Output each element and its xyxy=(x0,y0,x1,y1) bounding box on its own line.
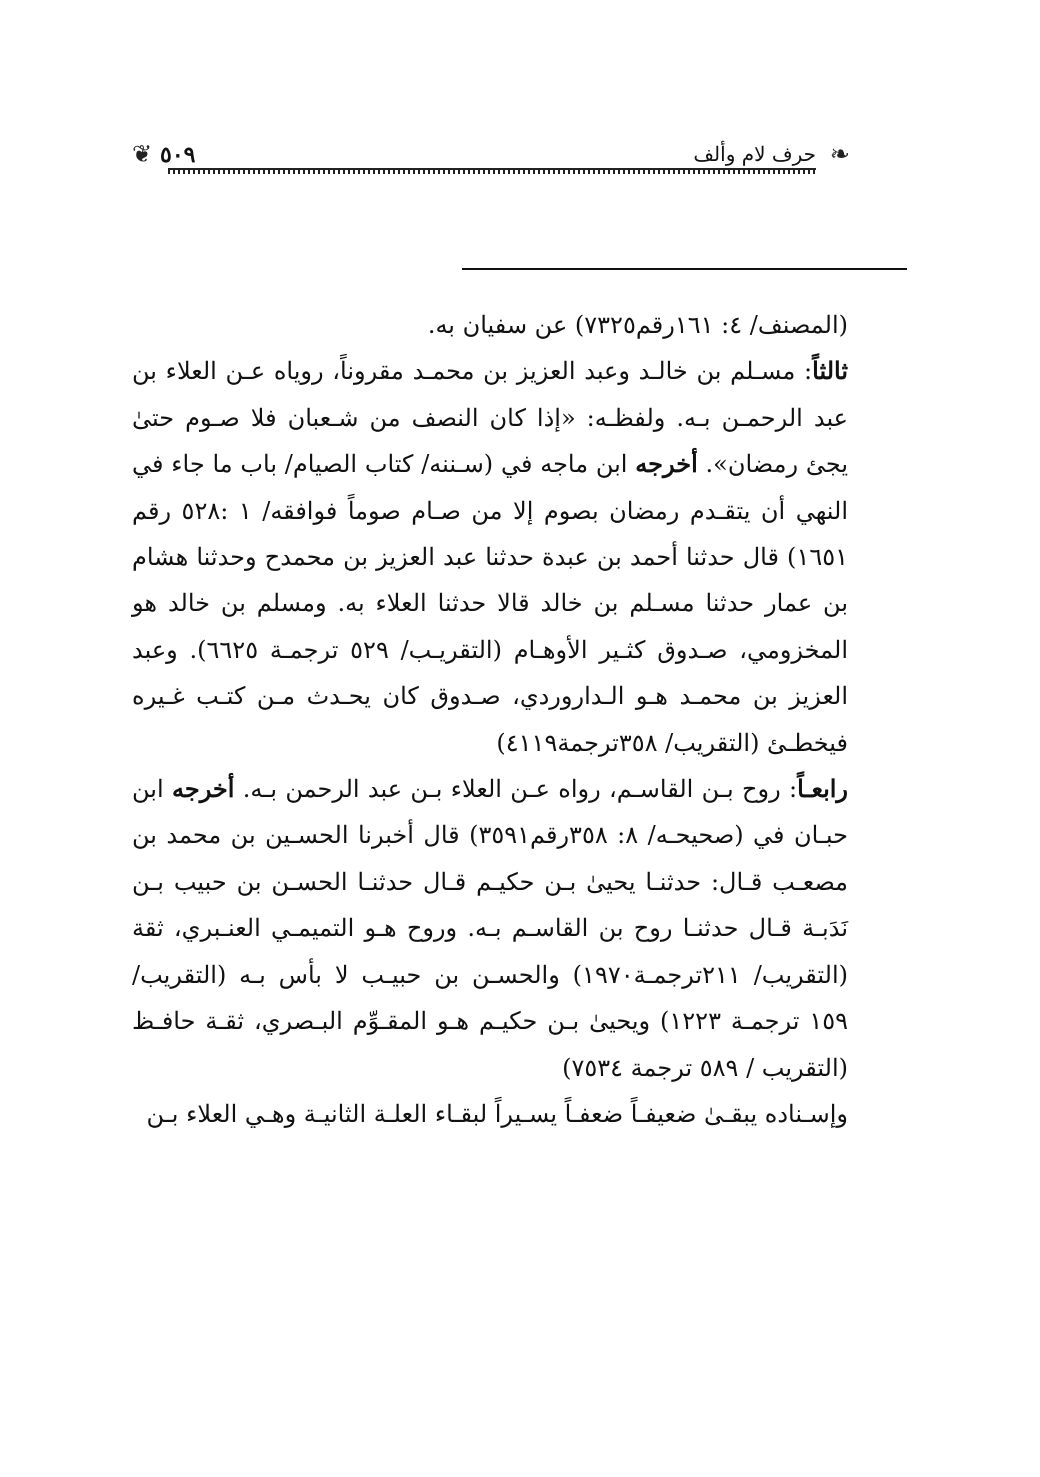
paragraph-2 xyxy=(132,348,848,766)
paragraph-3-label: رابعـاً xyxy=(797,774,848,804)
footnote-body xyxy=(132,302,848,1137)
paragraph-2-text-b: أخرجه xyxy=(635,449,698,479)
paragraph-1 xyxy=(132,302,848,348)
paragraph-2-label: ثالثاً xyxy=(812,356,848,386)
paragraph-1-text: (المصنف/ ٤: ١٦١رقم٧٣٢٥) عن سفيان به. xyxy=(427,311,848,339)
paragraph-3-text-c: ابن حبـان في (صحيحـه/ ٨: ٣٥٨رقم٣٥٩١) قال أخبرنا الحسـين بن محمد بن مصعـب قـال: حدثنـا يحيىٰ بـن حكيـم قـال حدثنـا الحسـن بن حبيب بـن نَدَبـة قـال حدثنـا روح بن القاسـم بـه. وروح هـو التميمـي العنـبري، ثقة (التقريب/ ٢١١ترجمـة١٩٧٠) والحسـن بن حبيـب لا بأس بـه (التقريب/ ١٥٩ ترجمـة ١٢٢٣) ويحيىٰ بـن حكيـم هـو المقـوِّم البـصري، ثقـة حافـظ (التقريب / ٥٨٩ ترجمة ٧٥٣٤) xyxy=(132,775,848,1082)
ornament-right-icon: ❧ xyxy=(829,140,850,168)
paragraph-4 xyxy=(132,1091,848,1137)
chapter-title: حرف لام وألف xyxy=(693,142,816,166)
footnote-separator xyxy=(462,268,907,270)
page-header xyxy=(128,132,856,182)
paragraph-2-text-c: ابن ماجه في (سـننه/ كتاب الصيام/ باب ما جاء في النهي أن يتقـدم رمضان بصوم إلا من صـام صوماً فوافقه/ ١ :٥٢٨ رقم ١٦٥١) قال حدثنا أحمد بن عبدة حدثنا عبد العزيز بن محمدح وحدثنا هشام بن عمار حدثنا مسـلم بن خالد قالا حدثنا العلاء به. ومسلم بن خالد هو المخزومي، صـدوق كثـير الأوهـام (التقريـب/ ٥٢٩ ترجمـة ٦٦٢٥). وعبد العزيز بن محمـد هـو الـداروردي، صـدوق كان يحـدث مـن كتـب غـيره فيخطـئ (التقريب/ ٣٥٨ترجمة٤١١٩) xyxy=(132,450,849,757)
paragraph-3-text-a: : روح بـن القاسـم، رواه عـن العلاء بـن عبد الرحمن بـه. xyxy=(242,775,798,804)
paragraph-3-text-b: أخرجه xyxy=(171,774,235,804)
page-number: ٥٠٩ xyxy=(160,142,196,168)
paragraph-2-text-a: : مسـلم بن خالـد وعبد العزيز بن محمـد مقروناً، روياه عـن العلاء بن عبد الرحمـن بـه. ولفظـه: «إذا كان النصف من شـعبان فلا صـوم حتىٰ يجئ رمضان». xyxy=(132,357,848,479)
paragraph-4-text: وإسـناده يبقـىٰ ضعيفـاً ضعفـاً يسـيراً لبقـاء العلـة الثانيـة وهـي العلاء بـن xyxy=(146,1099,848,1128)
header-rule xyxy=(168,168,816,174)
ornament-left-icon: ❦ xyxy=(132,140,153,168)
paragraph-3 xyxy=(132,766,848,1091)
